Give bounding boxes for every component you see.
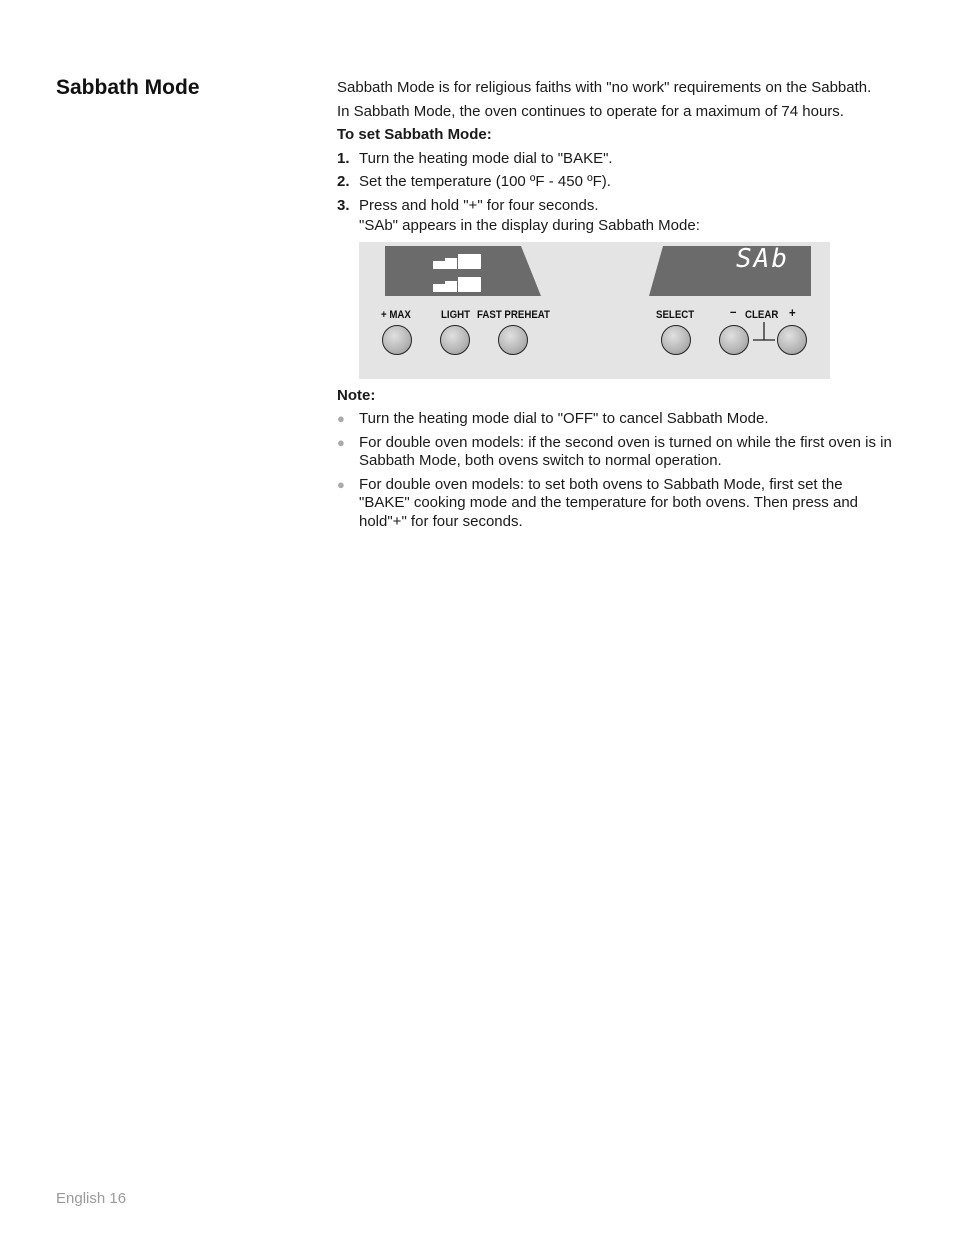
fast-preheat-button[interactable] (498, 325, 528, 355)
step-text: Press and hold "+" for four seconds. (359, 196, 599, 214)
step-3-display-note: "SAb" appears in the display during Sabbath Mode: (359, 217, 700, 234)
plus-label: + (789, 304, 796, 320)
note-item (337, 476, 897, 532)
bullet-icon: ● (337, 476, 345, 492)
intro-paragraph-2: In Sabbath Mode, the oven continues to operate for a maximum of 74 hours. (337, 102, 844, 120)
bullet-icon: ● (337, 434, 345, 450)
display-segment (433, 261, 445, 269)
display-segment (458, 277, 481, 292)
clear-connector-icon (753, 322, 775, 344)
bullet-icon: ● (337, 411, 345, 426)
intro-paragraph-1: Sabbath Mode is for religious faiths with "no work" requirements on the Sabbath. (337, 79, 872, 96)
page-title: Sabbath Mode (56, 76, 200, 99)
note-text: For double oven models: if the second oven is turned on while the first oven is in Sabbath Mode, both ovens switch to normal operation. (359, 433, 892, 469)
display-segment (458, 254, 481, 269)
page-footer: English 16 (56, 1190, 127, 1207)
note-text: For double oven models: to set both ovens to Sabbath Mode, first set the "BAKE" cooking mode and the temperature for both ovens. Then press and hold"+" for four seconds. (359, 475, 859, 530)
display-segment (433, 284, 445, 292)
step-2 (337, 173, 897, 192)
left-display (385, 246, 541, 296)
light-label: LIGHT (441, 308, 471, 321)
note-item (337, 434, 897, 471)
control-panel-illustration (359, 242, 830, 379)
step-text: Turn the heating mode dial to "BAKE". (359, 149, 613, 167)
clear-label: CLEAR (745, 308, 779, 321)
display-segment (445, 281, 457, 292)
display-segment (445, 258, 457, 269)
step-1 (337, 150, 897, 169)
select-button[interactable] (661, 325, 691, 355)
minus-label: – (730, 303, 737, 319)
right-display (649, 243, 811, 296)
light-button[interactable] (440, 325, 470, 355)
select-label: SELECT (656, 308, 695, 321)
note-text: Turn the heating mode dial to "OFF" to cancel Sabbath Mode. (359, 410, 769, 427)
step-3 (337, 197, 897, 216)
step-text: Set the temperature (100 ºF - 450 ºF). (359, 173, 611, 190)
max-button[interactable] (382, 325, 412, 355)
fast-preheat-label: FAST PREHEAT (477, 308, 550, 321)
set-sabbath-heading: To set Sabbath Mode: (337, 126, 492, 143)
step-number: 2. (337, 173, 350, 190)
content-column (337, 79, 897, 536)
note-heading: Note: (337, 386, 376, 404)
max-label: + MAX (381, 308, 411, 321)
sabbath-display-text: SAb (736, 243, 789, 274)
step-number: 3. (337, 196, 350, 214)
plus-button[interactable] (777, 325, 807, 355)
step-number: 1. (337, 149, 350, 167)
note-item (337, 410, 897, 429)
minus-button[interactable] (719, 325, 749, 355)
